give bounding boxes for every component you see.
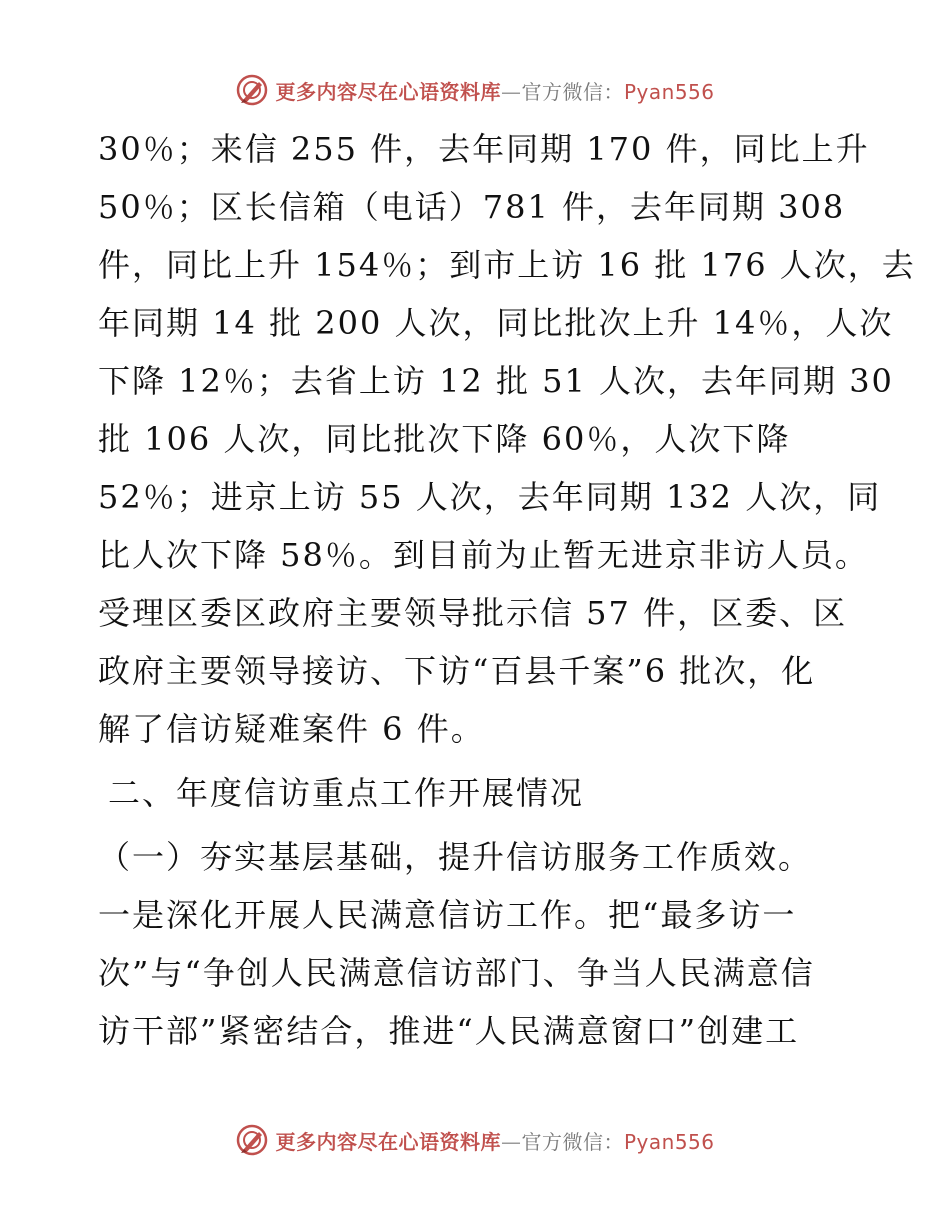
text-line: 52％；进京上访 55 人次，去年同期 132 人次，同 — [98, 478, 882, 516]
header-account: Pyan556 — [623, 79, 715, 104]
text-line: 年同期 14 批 200 人次，同比批次上升 14％，人次 — [98, 304, 894, 342]
text-line: 次”与“争创人民满意信访部门、争当人民满意信 — [98, 954, 815, 992]
section-heading: 二、年度信访重点工作开展情况 — [108, 774, 585, 812]
text-line: 件，同比上升 154％；到市上访 16 批 176 人次，去 — [98, 246, 916, 284]
header-separator: — — [500, 79, 522, 104]
footer-account: Pyan556 — [623, 1129, 715, 1154]
text-line: 下降 12％；去省上访 12 批 51 人次，去年同期 30 — [98, 362, 894, 400]
header-banner — [0, 70, 950, 110]
pen-logo-icon — [235, 1123, 269, 1157]
text-line: 批 106 人次，同比批次下降 60％，人次下降 — [98, 420, 791, 458]
text-line: 50％；区长信箱（电话）781 件，去年同期 308 — [98, 188, 846, 226]
text-line: 访干部”紧密结合，推进“人民满意窗口”创建工 — [98, 1012, 800, 1050]
paragraph-2 — [98, 886, 858, 1060]
subsection-heading: （一）夯实基层基础，提升信访服务工作质效。 — [98, 838, 813, 876]
text-line: 受理区委区政府主要领导批示信 57 件，区委、区 — [98, 594, 848, 632]
header-label: 官方微信： — [521, 79, 624, 104]
pen-logo-icon — [235, 73, 269, 107]
text-line: 解了信访疑难案件 6 件。 — [98, 710, 485, 748]
text-line: 30％；来信 255 件，去年同期 170 件，同比上升 — [98, 130, 870, 168]
header-main-text: 更多内容尽在心语资料库 — [275, 79, 501, 104]
footer-main-text: 更多内容尽在心语资料库 — [275, 1129, 501, 1154]
document-body — [98, 120, 916, 1060]
paragraph-1 — [98, 120, 916, 758]
footer-label: 官方微信： — [521, 1129, 624, 1154]
footer-banner — [0, 1120, 950, 1160]
text-line: 政府主要领导接访、下访“百县千案”6 批次，化 — [98, 652, 816, 690]
header-banner-text — [275, 76, 714, 105]
footer-banner-text — [275, 1126, 714, 1155]
footer-separator: — — [500, 1129, 522, 1154]
text-line: 比人次下降 58％。到目前为止暂无进京非访人员。 — [98, 536, 869, 574]
text-line: 一是深化开展人民满意信访工作。把“最多访一 — [98, 896, 797, 934]
